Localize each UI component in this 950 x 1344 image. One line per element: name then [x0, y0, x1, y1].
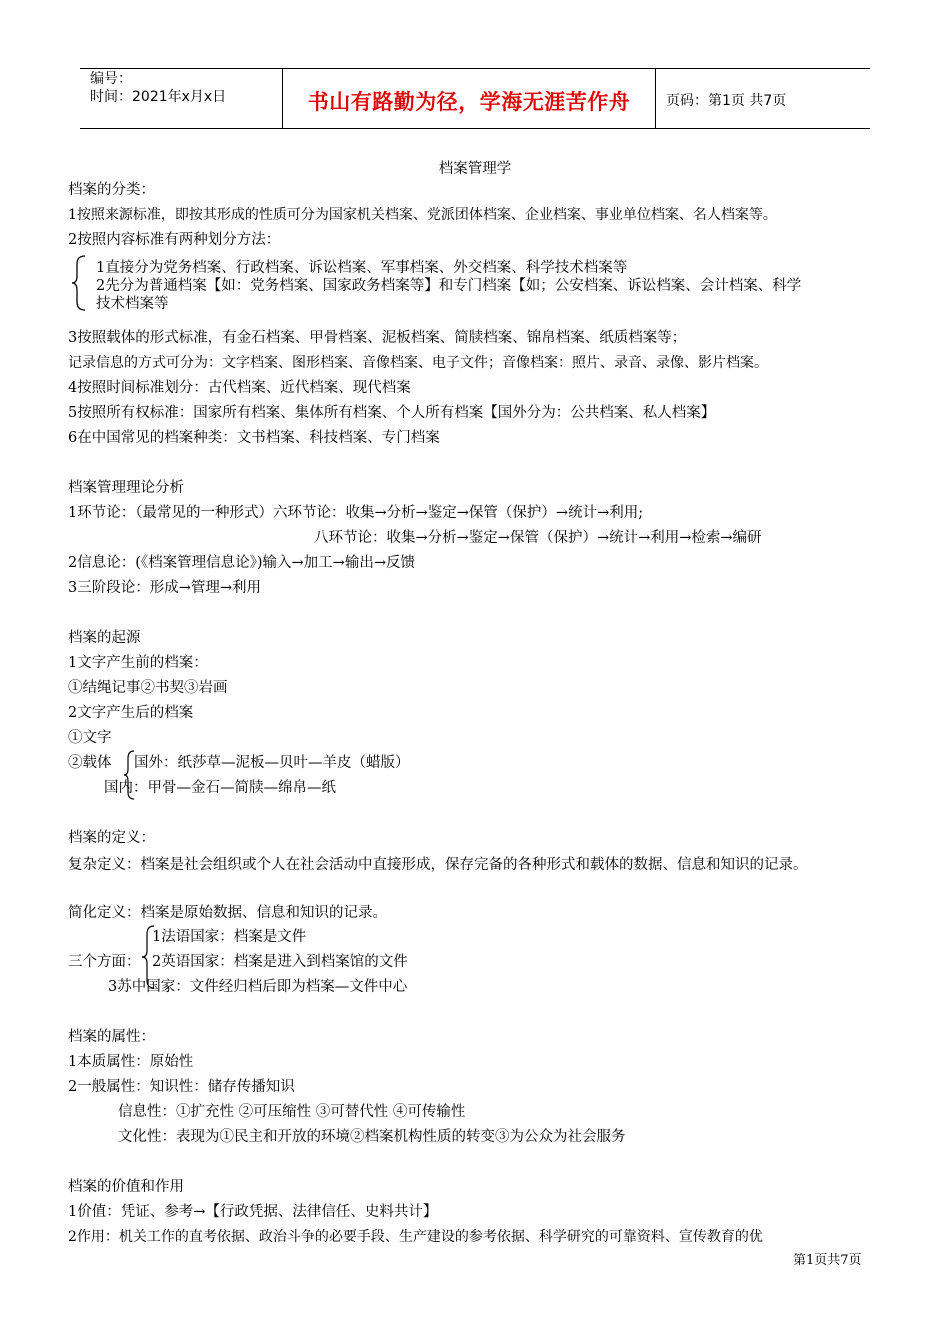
section-heading-definition: 档案的定义： — [68, 830, 155, 846]
text-line: 2英语国家：档案是进入到档案馆的文件 — [152, 954, 408, 970]
text-line: 2文字产生后的档案 — [68, 705, 194, 721]
text-line: ②载体 — [68, 755, 112, 771]
text-line: 信息性：①扩充性 ②可压缩性 ③可替代性 ④可传输性 — [118, 1104, 466, 1120]
left-brace-icon — [70, 254, 88, 312]
text-line: 1直接分为党务档案、行政档案、诉讼档案、军事档案、外交档案、科学技术档案等 — [96, 260, 628, 276]
text-line: 八环节论：收集→分析→鉴定→保管（保护）→统计→利用→检索→编研 — [314, 530, 762, 546]
header-top-rule — [80, 68, 870, 69]
text-line: 2信息论：(《档案管理信息论》)输入→加工→输出→反馈 — [68, 555, 415, 571]
text-line: 国外：纸莎草—泥板—贝叶—羊皮（蜡版） — [134, 755, 410, 771]
header-bottom-rule — [80, 128, 870, 129]
text-line: 2先分为普通档案【如：党务档案、国家政务档案等】和专门档案【如；公安档案、诉讼档案、会计档案、科学 — [96, 278, 802, 294]
document-title: 档案管理学 — [438, 161, 512, 177]
text-line: 2一般属性：知识性：储存传播知识 — [68, 1079, 295, 1095]
text-line: ①结绳记事②书契③岩画 — [68, 680, 228, 696]
text-line: 2按照内容标准有两种划分方法： — [68, 232, 281, 248]
text-line: 1法语国家：档案是文件 — [152, 929, 307, 945]
text-line: 1本质属性：原始性 — [68, 1054, 194, 1070]
header-divider-left — [282, 68, 283, 129]
text-line: 3苏中国家：文件经归档后即为档案—文件中心 — [108, 979, 408, 995]
text-line: 1价值：凭证、参考→【行政凭据、法律信任、史料共计】 — [68, 1204, 438, 1220]
text-paragraph: 复杂定义：档案是社会组织或个人在社会活动中直接形成，保存完备的各种形式和载体的数据、信息和知识的记录。 — [68, 857, 808, 873]
header-date: 时间：2021年x月x日 — [90, 89, 227, 105]
text-line: ①文字 — [68, 730, 112, 746]
text-line: 1文字产生前的档案： — [68, 655, 208, 671]
text-line: 1环节论：（最常见的一种形式）六环节论：收集→分析→鉴定→保管（保护）→统计→利用; — [68, 505, 644, 521]
text-line: 6在中国常见的档案种类：文书档案、科技档案、专门档案 — [68, 430, 440, 446]
text-line: 4按照时间标准划分：古代档案、近代档案、现代档案 — [68, 380, 411, 396]
section-heading-value: 档案的价值和作用 — [68, 1179, 184, 1195]
text-line: 记录信息的方式可分为：文字档案、图形档案、音像档案、电子文件；音像档案：照片、录音、录像、影片档案。 — [68, 355, 768, 371]
section-heading-classification: 档案的分类： — [68, 182, 155, 198]
header-meta — [90, 70, 226, 106]
text-line: 三个方面： — [68, 954, 141, 970]
text-line: 简化定义：档案是原始数据、信息和知识的记录。 — [68, 905, 387, 921]
section-heading-origin: 档案的起源 — [68, 630, 141, 646]
header-number: 编号： — [90, 71, 132, 87]
text-line: 3按照载体的形式标准，有金石档案、甲骨档案、泥板档案、简牍档案、锦帛档案、纸质档案等； — [68, 330, 687, 346]
header-motto: 书山有路勤为径，学海无涯苦作舟 — [307, 90, 631, 114]
text-line: 1按照来源标准，即按其形成的性质可分为国家机关档案、党派团体档案、企业档案、事业单位档案、名人档案等。 — [68, 207, 777, 223]
section-heading-theory: 档案管理理论分析 — [68, 480, 184, 496]
text-line: 技术档案等 — [96, 296, 169, 312]
header-page-info: 页码：第1页 共7页 — [666, 93, 787, 109]
text-line: 3三阶段论：形成→管理→利用 — [68, 580, 262, 596]
text-line: 2作用：机关工作的直考依据、政治斗争的必要手段、生产建设的参考依据、科学研究的可靠资料、宣传教育的优 — [68, 1229, 763, 1245]
text-line: 国内：甲骨—金石—简牍—绵帛—纸 — [104, 780, 336, 796]
text-line: 文化性：表现为①民主和开放的环境②档案机构性质的转变③为公众为社会服务 — [118, 1129, 626, 1145]
text-line: 5按照所有权标准：国家所有档案、集体所有档案、个人所有档案【国外分为：公共档案、私人档案】 — [68, 405, 716, 421]
header-divider-right — [655, 68, 656, 129]
page-footer: 第1页共7页 — [793, 1253, 862, 1268]
section-heading-attributes: 档案的属性： — [68, 1029, 155, 1045]
